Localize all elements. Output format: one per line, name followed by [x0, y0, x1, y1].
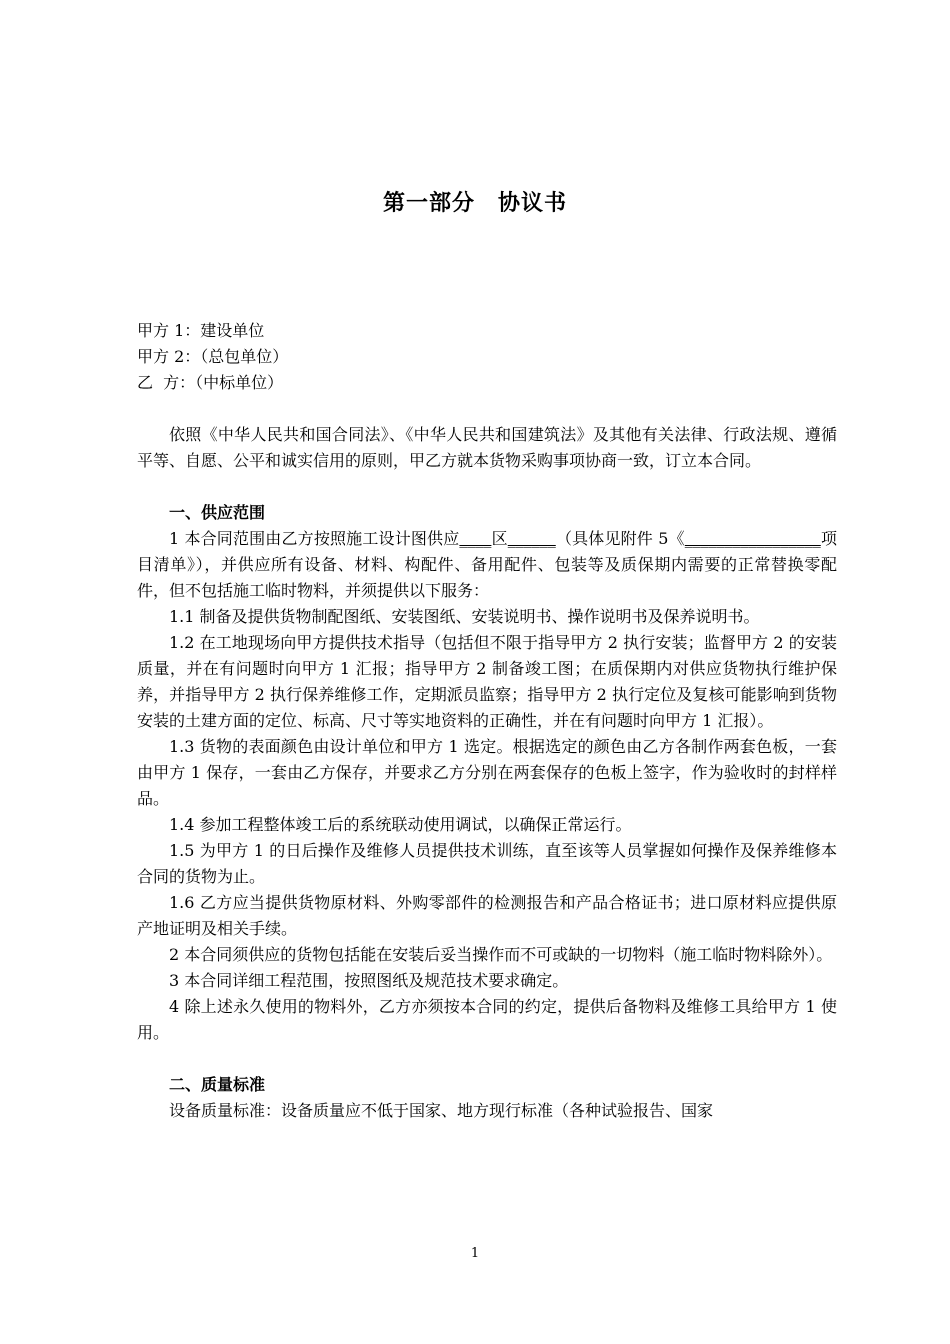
party-a2: 甲方 2：（总包单位） [137, 347, 289, 366]
party-a1: 甲方 1：建设单位 [137, 321, 265, 340]
document-body [137, 318, 837, 1124]
section1-item1-2: 1.2 在工地现场向甲方提供技术指导（包括但不限于指导甲方 2 执行安装；监督甲方 2 的安装质量，并在有问题时向甲方 1 汇报；指导甲方 2 制备竣工图；在质保期内对供应货物执行维护保养，并指导甲方 2 执行保养维修工作，定期派员监察；指导甲方 2 执行定位及复核可能影响到货物安装的土建方面的定位、标高、尺寸等实地资料的正确性，并在有问题时向甲方 1 汇报）。 [137, 633, 837, 730]
section1-item1-3: 1.3 货物的表面颜色由设计单位和甲方 1 选定。根据选定的颜色由乙方各制作两套色板，一套由甲方 1 保存，一套由乙方保存，并要求乙方分别在两套保存的色板上签字，作为验收时的封样样品。 [137, 737, 837, 808]
section1-item1-1: 1.1 制备及提供货物制配图纸、安装图纸、安装说明书、操作说明书及保养说明书。 [169, 607, 760, 626]
blank-area: ______ [507, 529, 556, 548]
blank-project: _________________ [684, 529, 821, 548]
section1-item1-5: 1.5 为甲方 1 的日后操作及维修人员提供技术训练，直至该等人员掌握如何操作及保养维修本合同的货物为止。 [137, 841, 837, 886]
section1-item1-6: 1.6 乙方应当提供货物原材料、外购零部件的检测报告和产品合格证书；进口原材料应提供原产地证明及相关手续。 [137, 893, 837, 938]
section1-item4: 4 除上述永久使用的物料外，乙方亦须按本合同的约定，提供后备物料及维修工具给甲方 1 使用。 [137, 997, 837, 1042]
section1-heading: 一、供应范围 [169, 503, 266, 522]
section1-item3: 3 本合同详细工程范围，按照图纸及规范技术要求确定。 [169, 971, 569, 990]
section1-item1-4: 1.4 参加工程整体竣工后的系统联动使用调试，以确保正常运行。 [169, 815, 632, 834]
intro-paragraph: 依照《中华人民共和国合同法》、《中华人民共和国建筑法》及其他有关法律、行政法规、遵循平等、自愿、公平和诚实信用的原则，甲乙方就本货物采购事项协商一致，订立本合同。 [137, 425, 837, 470]
page-title: 第一部分 协议书 [382, 190, 567, 216]
section2-text: 设备质量标准：设备质量应不低于国家、地方现行标准（各种试验报告、国家 [169, 1101, 714, 1120]
section1-item2: 2 本合同须供应的货物包括能在安装后妥当操作而不可或缺的一切物料（施工临时物料除外）。 [169, 945, 833, 964]
section2-heading: 二、质量标准 [169, 1075, 266, 1094]
party-b: 乙 方：（中标单位） [137, 373, 284, 392]
blank-district: ____ [459, 529, 492, 548]
page-number: 1 [470, 1246, 480, 1261]
section1-item1: 1 本合同范围由乙方按照施工设计图供应____区______（具体见附件 5《_________________项目清单》），并供应所有设备、材料、构配件、备用配件、包装等及质保期内需要的正常替换零配件，但不包括施工临时物料，并须提供以下服务： [137, 529, 837, 600]
